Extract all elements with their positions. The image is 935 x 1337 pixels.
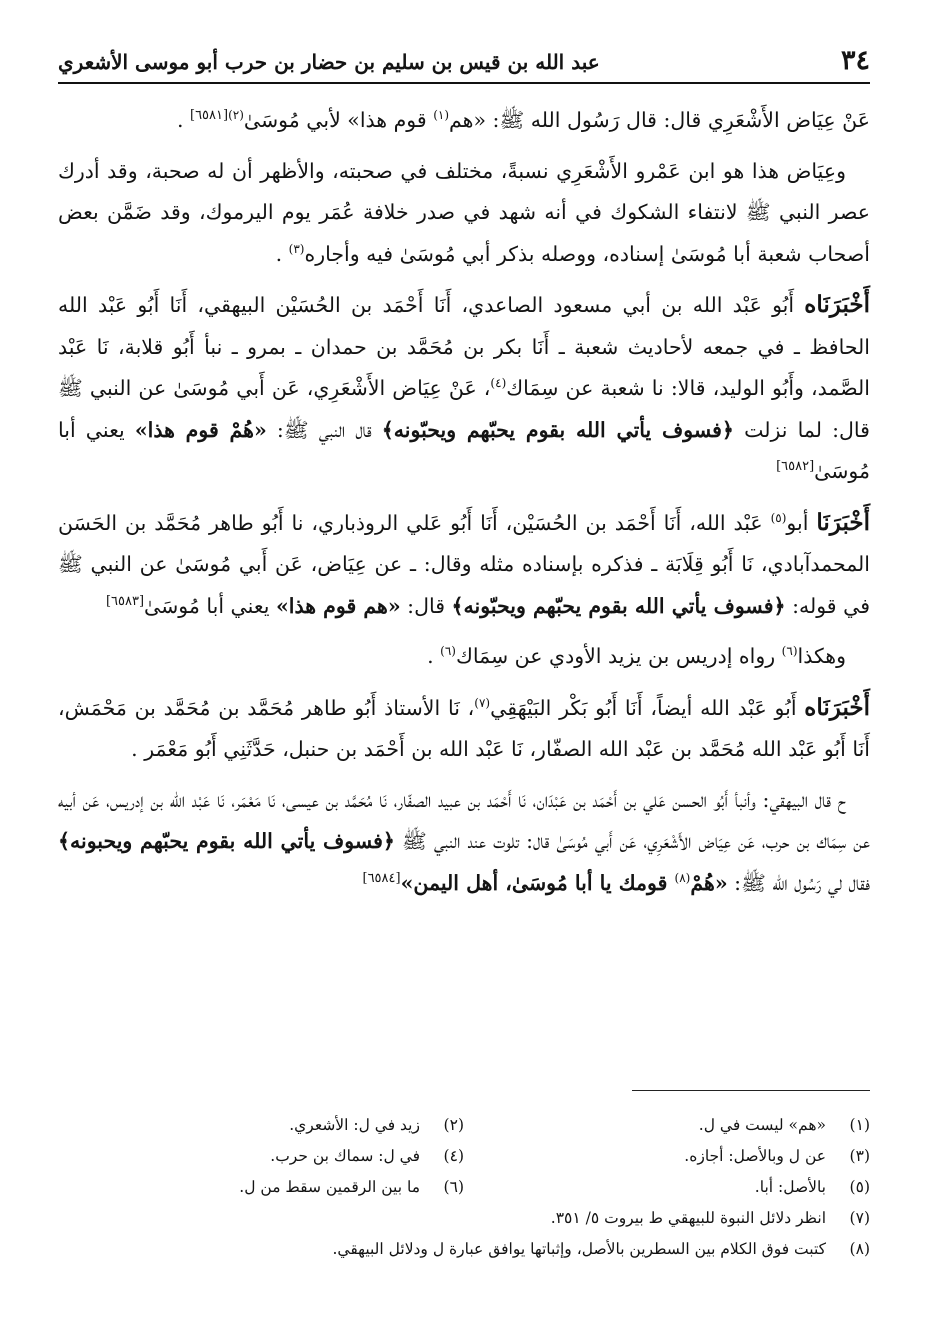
footnotes xyxy=(58,1110,870,1265)
footnote-row xyxy=(58,1203,870,1234)
text-run: . xyxy=(176,108,190,132)
footnote-item xyxy=(464,1141,870,1172)
footnote-text: في ل: سماك بن حرب. xyxy=(270,1147,420,1165)
text-run: قال النبي ﷺ: xyxy=(266,417,382,442)
quoted-text: «هُمْ قوم هذا» xyxy=(134,417,267,442)
footnote-text: ما بين الرقمين سقط من ل. xyxy=(239,1178,420,1196)
text-paragraph xyxy=(58,636,870,678)
text-run: أَبُو عَبْد الله بن أبي مسعود الصاعدي، أَنَا أَحْمَد بن الحُسَيْن البيهقي، أَنَا أَبُو عَبْد الله الحافظ ـ في جمعه لأحاديث شعبة ـ أَنَا بكر بن مُحَمَّد بن حمدان ـ بمرو ـ نبأ أَبُو قلابة، نَا عَبْد الصَّمد، وأَبُو الوليد، قالا: نا شعبة عن سِمَاك xyxy=(58,293,870,400)
chain-opening-word: أَخْبَرَنَاه xyxy=(804,291,870,318)
page-number: ٣٤ xyxy=(840,45,870,76)
quoted-text: «هُمْ xyxy=(690,870,728,895)
book-page xyxy=(58,40,871,1258)
text-run: عَبْد الله، أَنَا أَحْمَد بن الحُسَيْن، أَنَا أَبُو عَلي الروذباري، نا أَبُو طاهر مُحَمَّد بن الحَسَن المحمدآبادي، نَا أَبُو قِلَابَة ـ فذكره بإسناده مثله وقال: ـ عن عِيَاض، عَن أَبي مُوسَىٰ عن النبي ﷺ في قوله: xyxy=(58,510,870,618)
footnote-marker: (٧) xyxy=(474,695,491,710)
text-run: أبو xyxy=(786,510,817,535)
footnote-text: «هم» ليست في ل. xyxy=(698,1116,826,1134)
footnote-text: انظر دلائل النبوة للبيهقي ط بيروت ٥/ ٣٥١. xyxy=(550,1209,826,1227)
text-run: أَبُو عَبْد الله أيضاً، أَنَا أَبُو بَكْر البَيْهَقِي xyxy=(490,695,805,720)
hadith-reference-number: [٦٥٨٢] xyxy=(776,459,815,475)
text-paragraph xyxy=(58,780,870,905)
running-title: عبد الله بن قيس بن سليم بن حضار بن حرب أبو موسى الأشعري xyxy=(58,50,600,74)
text-run: ، عَنْ عِيَاض الأَشْعَرِي، عَن أَبي مُوسَىٰ عن النبي ﷺ قال: لما نزلت xyxy=(58,376,870,442)
footnote-item xyxy=(464,1172,870,1203)
text-run: وهكذا xyxy=(797,644,846,668)
quoted-text: ﴿فسوف يأتي الله بقوم يحبّهم ويحبّونه﴾ xyxy=(381,417,734,442)
footnote-item xyxy=(58,1110,464,1141)
footnote-marker: (٦) xyxy=(440,644,456,659)
quoted-text: ﴿فسوف يأتي الله بقوم يحبّهم ويحبّونه﴾ xyxy=(451,593,786,618)
footnote-number: (٤) xyxy=(443,1147,464,1165)
footnote-text: كتبت فوق الكلام بين السطرين بالأصل، وإثباتها يوافق عبارة ل ودلائل البيهقي. xyxy=(332,1240,826,1258)
footnote-item xyxy=(58,1203,870,1234)
footnote-number: (٢) xyxy=(443,1116,464,1134)
text-run: وعِيَاض هذا هو ابن عَمْرو الأَشْعَرِي نسبةً، مختلف في صحبته، والأظهر أن له صحبة، وقد أدرك عصر النبي ﷺ لانتفاء الشكوك في أنه شهد في صدر خلافة عُمَر يوم اليرموك، وقد ضَمَّن بعض أصحاب شعبة أبا مُوسَىٰ إسناده، ووصله بذكر أبي مُوسَىٰ فيه وأجاره xyxy=(58,158,870,266)
footnote-marker: (٣) xyxy=(288,241,305,256)
footnote-item xyxy=(58,1141,464,1172)
footnote-marker: (١) xyxy=(433,108,450,123)
page-header xyxy=(58,40,870,84)
text-run: . xyxy=(427,644,441,668)
text-run: . xyxy=(275,241,289,266)
footnote-row xyxy=(58,1110,870,1141)
hadith-reference-number: [٦٥٨٣] xyxy=(105,593,145,609)
hadith-reference-number: [٦٥٨١] xyxy=(190,108,229,124)
footnote-text: زيد في ل: الأشعري. xyxy=(289,1116,420,1134)
footnote-text: بالأصل: أبا. xyxy=(754,1178,826,1196)
footnote-divider xyxy=(632,1090,870,1091)
chain-opening-word: أَخْبَرَنَاه xyxy=(804,693,870,721)
text-run: رواه إدريس بن يزيد الأودي عن سِمَاك xyxy=(455,644,782,668)
text-run: ح قال البيهقي: وأنبأ أَبُو الحسن عَلي بن أَحْمَد بن عَبْدَان، نَا أَحْمَد بن عبيد الصفّار، نَا مُحَمَّد بن عيسى، نَا مَعْمَر، نَا عَبْد الله بن إدريس، عَن أبيه عن سِمَاك بن حرب، عَن عِيَاض الأَشْعَرِي، عَن أَبي مُوسَىٰ قال: تلوت عند النبي ﷺ xyxy=(58,787,870,853)
text-run: قال: xyxy=(400,593,452,618)
footnote-number: (٦) xyxy=(443,1178,464,1196)
chain-opening-word: أَخْبَرَنَا xyxy=(816,508,871,536)
text-paragraph xyxy=(58,502,870,628)
footnote-item xyxy=(464,1110,870,1141)
quoted-text: «هم قوم هذا» xyxy=(275,593,401,618)
text-paragraph xyxy=(58,100,870,142)
footnote-number: (٥) xyxy=(849,1178,870,1196)
text-run: فقال لي رَسُول الله ﷺ: xyxy=(727,870,870,895)
text-paragraph xyxy=(58,687,870,771)
text-paragraph xyxy=(58,151,870,276)
main-text xyxy=(58,100,870,904)
footnote-number: (٣) xyxy=(849,1147,870,1165)
text-run: ، نَا الأستاذ أَبُو طاهر مُحَمَّد بن مُحَمَّد بن مَحْمَش، أَنَا أَبُو عَبْد الله مُحَمَّد بن عَبْد الله الصفّار، نَا عَبْد الله بن أَحْمَد بن حنبل، حَدَّثَنِي أَبُو مَعْمَر . xyxy=(58,695,870,761)
quoted-text: قومك يا أبا مُوسَىٰ، أهل اليمن» xyxy=(400,870,675,895)
footnote-text: عن ل وبالأصل: أجازه. xyxy=(684,1147,826,1165)
footnote-marker: (٢) xyxy=(228,108,244,123)
footnote-item xyxy=(58,1234,870,1265)
footnote-item xyxy=(58,1172,464,1203)
footnote-row xyxy=(58,1234,870,1265)
text-run: قوم هذا» لأبي مُوسَىٰ xyxy=(243,108,434,132)
text-paragraph xyxy=(58,284,870,493)
text-run: يعني أبا مُوسَىٰ xyxy=(144,593,276,618)
footnote-number: (١) xyxy=(849,1116,870,1134)
footnote-marker: (٦) xyxy=(781,644,798,659)
hadith-reference-number: [٦٥٨٤] xyxy=(362,870,401,886)
footnote-marker: (٥) xyxy=(770,510,787,525)
footnote-number: (٨) xyxy=(849,1240,870,1258)
text-run: يعني أبا مُوسَىٰ xyxy=(58,417,870,483)
footnote-number: (٧) xyxy=(849,1209,870,1227)
footnote-marker: (٨) xyxy=(674,870,691,885)
footnote-row xyxy=(58,1141,870,1172)
footnote-row xyxy=(58,1172,870,1203)
text-run: عَنْ عِيَاض الأَشْعَرِي قال: قال رَسُول الله ﷺ: «هم xyxy=(449,108,870,132)
quoted-text: ﴿فسوف يأتي الله بقوم يحبّهم ويحبونه﴾ xyxy=(58,829,395,853)
footnote-marker: (٤) xyxy=(490,376,507,391)
